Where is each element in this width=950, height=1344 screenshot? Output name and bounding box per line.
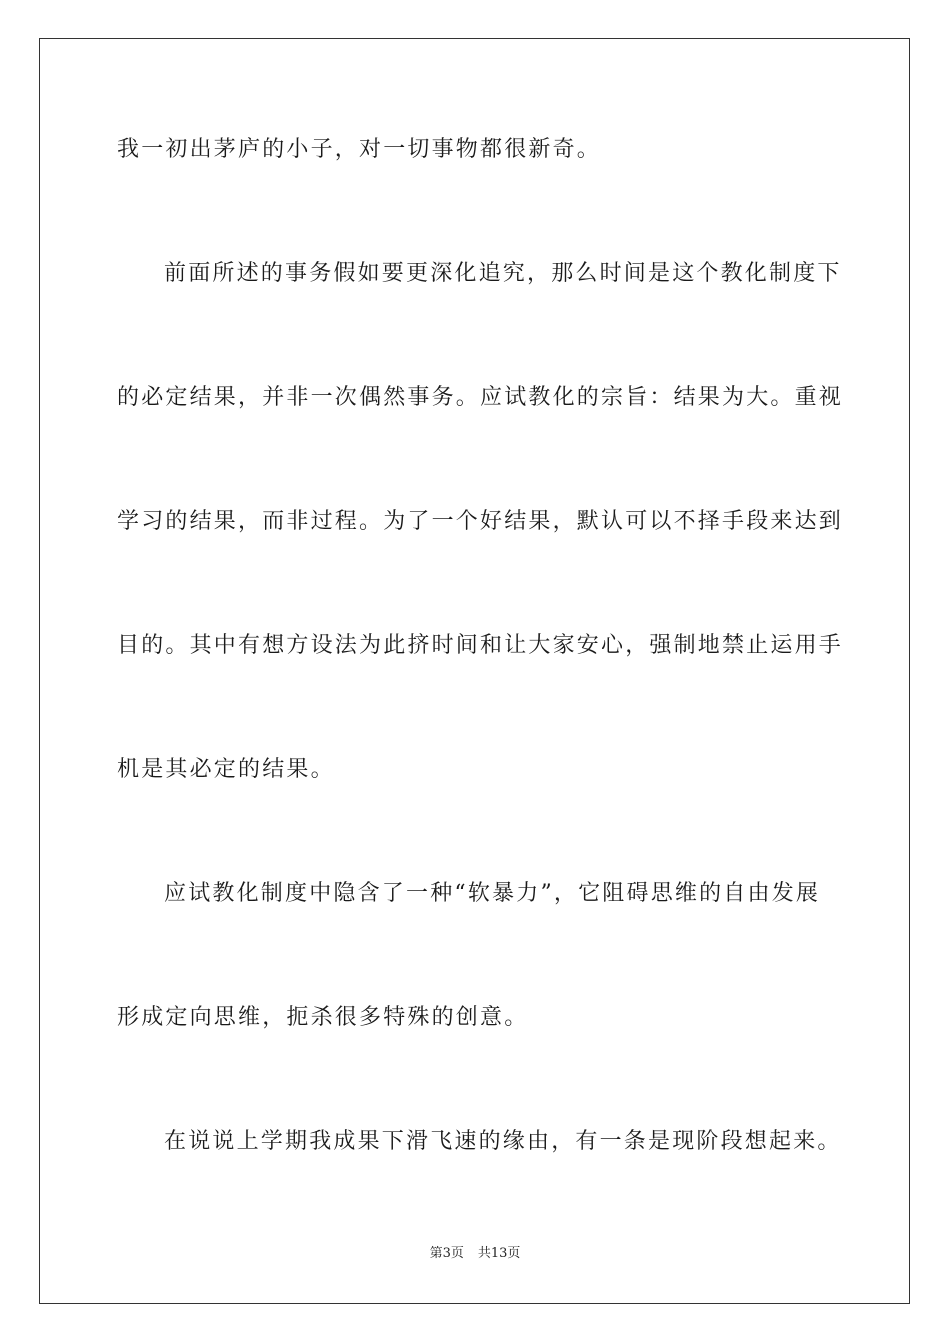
text-line-1: 我一初出茅庐的小子，对一切事物都很新奇。 xyxy=(117,137,602,162)
text-line-9: 在说说上学期我成果下滑飞速的缘由，有一条是现阶段想起来。 xyxy=(164,1129,842,1154)
text-line-3: 的必定结果，并非一次偶然事务。应试教化的宗旨：结果为大。重视 xyxy=(117,385,844,410)
text-line-4: 学习的结果，而非过程。为了一个好结果，默认可以不择手段来达到 xyxy=(117,509,844,534)
total-pages: 共13页 xyxy=(477,1246,521,1261)
text-line-2: 前面所述的事务假如要更深化追究，那么时间是这个教化制度下 xyxy=(164,261,842,286)
text-line-7: 应试教化制度中隐含了一种“软暴力”，它阻碍思维的自由发展 xyxy=(164,881,821,906)
page-border xyxy=(39,38,910,1304)
page-footer xyxy=(0,1245,950,1263)
text-line-8: 形成定向思维，扼杀很多特殊的创意。 xyxy=(117,1005,529,1030)
text-line-6: 机是其必定的结果。 xyxy=(117,757,335,782)
page-number: 第3页 xyxy=(429,1246,464,1261)
text-line-5: 目的。其中有想方设法为此挤时间和让大家安心，强制地禁止运用手 xyxy=(117,633,844,658)
